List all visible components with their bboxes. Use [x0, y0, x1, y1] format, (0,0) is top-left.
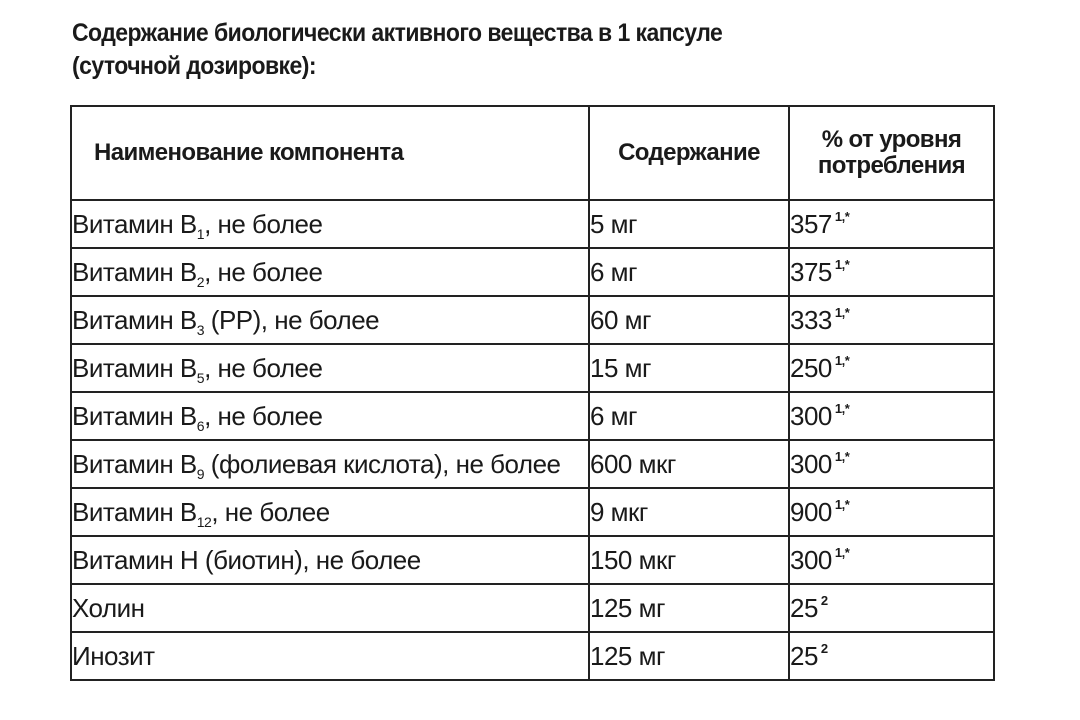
- cell-percent-intake: [789, 248, 994, 296]
- vitamin-subscript: 6: [196, 417, 205, 434]
- nutrient-table: [70, 105, 995, 681]
- component-name-suffix: , не более: [204, 208, 323, 239]
- header-percent-intake: [789, 106, 994, 200]
- table-row: [71, 536, 994, 584]
- cell-percent-intake: [789, 536, 994, 584]
- cell-component-name: [71, 584, 589, 632]
- component-name-prefix: Витамин В: [72, 448, 197, 479]
- percent-value: 25: [790, 592, 818, 623]
- cell-component-name: [71, 248, 589, 296]
- percent-value: 250: [790, 352, 832, 383]
- cell-component-name: [71, 392, 589, 440]
- percent-value: 300: [790, 544, 832, 575]
- cell-percent-intake: [789, 200, 994, 248]
- footnote-reference: 1,*: [834, 352, 850, 368]
- component-name-suffix: (фолиевая кислота), не более: [204, 448, 561, 479]
- footnote-reference: 1,*: [834, 208, 850, 224]
- title-line-1: Содержание биологически активного вещества в 1 капсуле: [72, 19, 723, 47]
- cell-amount: 150 мкг: [589, 536, 789, 584]
- component-name-suffix: , не более: [204, 256, 323, 287]
- cell-percent-intake: [789, 584, 994, 632]
- footnote-reference: 2: [820, 592, 828, 608]
- component-name-prefix: Витамин В: [72, 400, 197, 431]
- cell-percent-intake: [789, 440, 994, 488]
- cell-component-name: [71, 296, 589, 344]
- cell-component-name: [71, 536, 589, 584]
- component-name-prefix: Витамин В: [72, 496, 197, 527]
- table-row: [71, 440, 994, 488]
- component-name-prefix: Витамин В: [72, 352, 197, 383]
- table-row: [71, 584, 994, 632]
- title-line-2: (суточной дозировке):: [72, 52, 316, 80]
- footnote-reference: 2: [820, 640, 828, 656]
- cell-amount: 15 мг: [589, 344, 789, 392]
- component-name-suffix: , не более: [204, 400, 323, 431]
- cell-component-name: [71, 488, 589, 536]
- component-name-prefix: Холин: [72, 592, 145, 623]
- cell-component-name: [71, 344, 589, 392]
- vitamin-subscript: 2: [196, 273, 205, 290]
- table-row: [71, 296, 994, 344]
- vitamin-subscript: 3: [196, 321, 205, 338]
- cell-amount: 6 мг: [589, 392, 789, 440]
- cell-amount: 600 мкг: [589, 440, 789, 488]
- table-row: [71, 248, 994, 296]
- footnote-reference: 1,*: [834, 448, 850, 464]
- component-name-prefix: Витамин В: [72, 208, 197, 239]
- cell-amount: 6 мг: [589, 248, 789, 296]
- percent-value: 25: [790, 640, 818, 671]
- percent-value: 357: [790, 208, 832, 239]
- table-header-row: [71, 106, 994, 200]
- cell-percent-intake: [789, 488, 994, 536]
- table-row: [71, 200, 994, 248]
- vitamin-subscript: 5: [196, 369, 205, 386]
- cell-component-name: [71, 440, 589, 488]
- component-name-prefix: Витамин В: [72, 304, 197, 335]
- vitamin-subscript: 9: [196, 465, 205, 482]
- cell-amount: 9 мкг: [589, 488, 789, 536]
- header-percent-line-1: % от уровня: [821, 126, 962, 153]
- table-row: [71, 344, 994, 392]
- footnote-reference: 1,*: [834, 544, 850, 560]
- vitamin-subscript: 1: [196, 225, 205, 242]
- cell-amount: 60 мг: [589, 296, 789, 344]
- footnote-reference: 1,*: [834, 256, 850, 272]
- cell-amount: 125 мг: [589, 584, 789, 632]
- component-name-prefix: Инозит: [72, 640, 155, 671]
- percent-value: 300: [790, 448, 832, 479]
- cell-percent-intake: [789, 392, 994, 440]
- cell-percent-intake: [789, 344, 994, 392]
- footnote-reference: 1,*: [834, 400, 850, 416]
- component-name-suffix: , не более: [204, 352, 323, 383]
- table-row: [71, 392, 994, 440]
- cell-amount: 125 мг: [589, 632, 789, 680]
- cell-percent-intake: [789, 632, 994, 680]
- header-component-name: Наименование компонента: [71, 106, 589, 200]
- header-content: Содержание: [589, 106, 789, 200]
- component-name-suffix: (РР), не более: [204, 304, 380, 335]
- percent-value: 300: [790, 400, 832, 431]
- header-percent-line-2: потребления: [817, 152, 966, 179]
- cell-amount: 5 мг: [589, 200, 789, 248]
- component-name-suffix: , не более: [211, 496, 330, 527]
- table-row: [71, 488, 994, 536]
- document-title: [72, 17, 900, 83]
- percent-value: 900: [790, 496, 832, 527]
- cell-percent-intake: [789, 296, 994, 344]
- component-name-prefix: Витамин Н (биотин), не более: [72, 544, 421, 575]
- footnote-reference: 1,*: [834, 496, 850, 512]
- cell-component-name: [71, 200, 589, 248]
- cell-component-name: [71, 632, 589, 680]
- percent-value: 333: [790, 304, 832, 335]
- footnote-reference: 1,*: [834, 304, 850, 320]
- component-name-prefix: Витамин В: [72, 256, 197, 287]
- percent-value: 375: [790, 256, 832, 287]
- table-row: [71, 632, 994, 680]
- vitamin-subscript: 12: [196, 513, 212, 530]
